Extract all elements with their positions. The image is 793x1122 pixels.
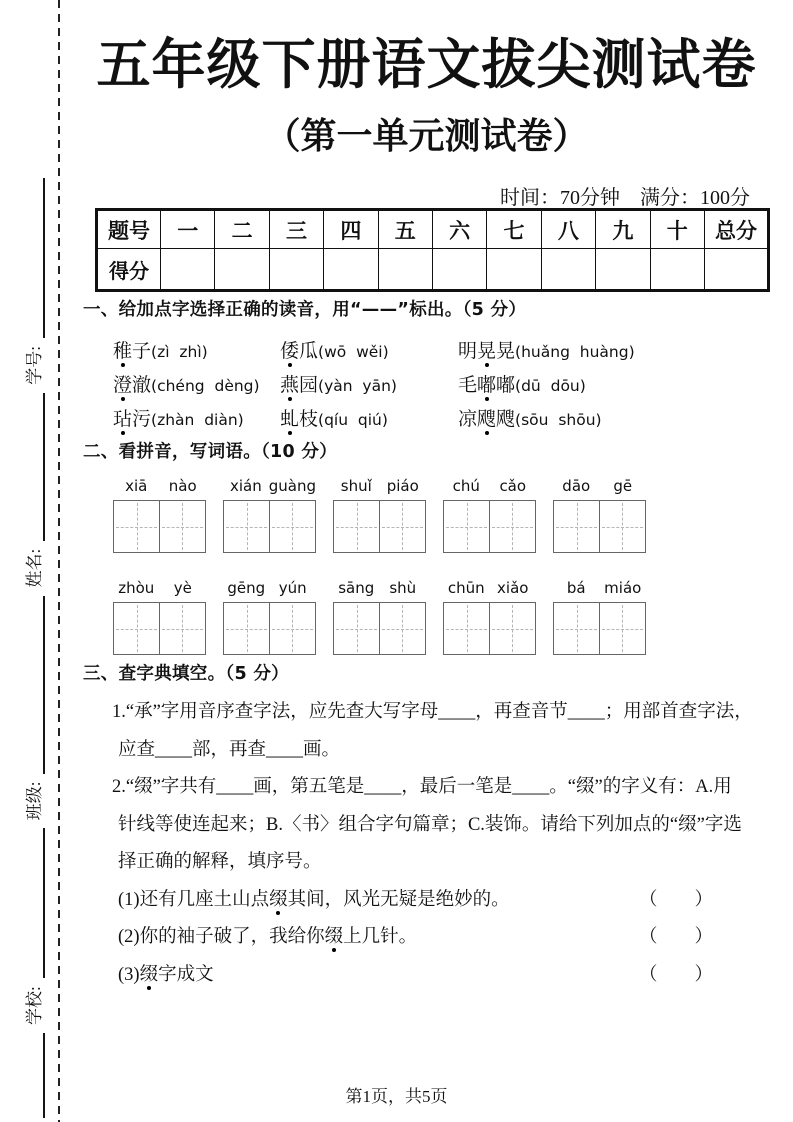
dotted-char: 缀 (139, 964, 159, 985)
answer-bracket: （ ） (638, 927, 713, 947)
writing-cell (223, 500, 270, 553)
score-header-cell: 二 (215, 210, 269, 249)
q2-row-2 (83, 579, 770, 655)
page-subtitle: （第一单元测试卷） (264, 116, 589, 156)
blank-line (24, 828, 45, 978)
q1-word: 燕园 (280, 375, 319, 396)
q3-sub-item (83, 919, 713, 957)
q3-sub-text: (1)还有几座土山点缀其间，风光无疑是绝妙的。 (118, 889, 510, 910)
q1-word: 毛嘟嘟 (458, 375, 516, 396)
pinyin-label: piáo (386, 477, 419, 495)
pinyin-label: shù (389, 579, 417, 597)
pinyin-group (553, 579, 646, 655)
q1-pinyin: (chéng dèng) (151, 377, 260, 395)
writing-cell (443, 602, 490, 655)
score-cell (541, 249, 595, 291)
pinyin-label: cǎo (499, 477, 527, 495)
q1-item (113, 371, 280, 405)
score-header-cell: 四 (324, 210, 378, 249)
section-q3 (83, 660, 770, 994)
score-cell (432, 249, 486, 291)
dotted-char: 缀 (324, 927, 344, 947)
class-label: 班级: (25, 781, 44, 821)
blank-line (24, 1033, 45, 1118)
writing-cell (489, 500, 536, 553)
writing-cell (333, 602, 380, 655)
pinyin-label: zhòu (118, 579, 155, 597)
score-header-cell: 九 (596, 210, 650, 249)
dotted-char: 飕 (477, 409, 497, 430)
q1-pinyin: (wō wěi) (318, 343, 389, 361)
q1-item (458, 405, 770, 439)
q1-item (458, 371, 770, 405)
pinyin-group (333, 579, 426, 655)
section-q1 (83, 296, 770, 439)
writing-cell (269, 602, 316, 655)
blank-line (24, 393, 45, 541)
q3-item2-line3: 择正确的解释，填序号。 (118, 852, 322, 872)
writing-cell (159, 500, 206, 553)
q3-item2-line1: 2.“缀”字共有____画，第五笔是____，最后一笔是____。“缀”的字义有：A.用 (112, 777, 732, 797)
q1-item (113, 405, 280, 439)
pinyin-label: xiā (125, 477, 148, 495)
score-table-header-row (97, 210, 769, 249)
score-cell (650, 249, 704, 291)
dotted-char: 虬 (280, 409, 300, 430)
pinyin-label: chūn (447, 579, 485, 597)
pinyin-label: shuǐ (340, 477, 372, 495)
page-number: 第1页，共5页 (345, 1087, 448, 1106)
score-table-score-row (97, 249, 769, 291)
pinyin-label: yún (278, 579, 307, 597)
q1-word: 倭瓜 (280, 341, 319, 362)
writing-cell (489, 602, 536, 655)
q1-item (458, 337, 770, 371)
q1-word: 澄澈 (113, 375, 152, 396)
score-cell (378, 249, 432, 291)
pinyin-label: guàng (268, 477, 316, 495)
q3-item2-line2: 针线等使连起来；B.〈书〉组合字句篇章；C.装饰。请给下列加点的“缀”字选 (118, 814, 742, 835)
q1-item (113, 337, 280, 371)
pinyin-group (113, 579, 206, 655)
pinyin-label: gēng (227, 579, 266, 597)
dotted-char: 倭 (280, 341, 300, 362)
dotted-char: 稚 (113, 341, 133, 362)
q1-word: 稚子 (113, 341, 152, 362)
score-cell (269, 249, 323, 291)
pinyin-label: xiǎo (497, 579, 529, 597)
pinyin-label: gē (613, 477, 633, 495)
writing-cell (553, 602, 600, 655)
answer-bracket: （ ） (638, 964, 713, 985)
q3-sub-text: (3)缀字成文 (118, 964, 214, 985)
dotted-char: 缀 (269, 889, 288, 910)
name-label: 姓名: (25, 548, 44, 588)
dotted-char: 晃 (477, 341, 497, 362)
q1-pinyin: (dū dōu) (515, 377, 586, 395)
q1-word: 玷污 (113, 409, 152, 430)
q1-items-grid (83, 337, 770, 439)
q3-item1-line2: 应查____部，再查____画。 (118, 739, 341, 760)
score-header-cell: 一 (161, 210, 215, 249)
exam-meta: 时间：70分钟 满分：100分 (500, 187, 750, 209)
score-header-cell: 六 (432, 210, 486, 249)
dotted-char: 燕 (280, 375, 300, 396)
score-header-cell: 三 (269, 210, 323, 249)
pinyin-label: bá (566, 579, 586, 597)
pinyin-group (443, 579, 536, 655)
q1-word: 虬枝 (280, 409, 319, 430)
q3-item1-line1: 1.“承”字用音序查字法，应先查大写字母____，再查音节____；用部首查字法， (112, 702, 753, 722)
writing-cell (333, 500, 380, 553)
dotted-char: 澄 (113, 375, 133, 396)
score-table (95, 208, 770, 292)
score-cell (215, 249, 269, 291)
q1-item (280, 337, 458, 371)
q1-pinyin: (zì zhì) (151, 343, 208, 361)
answer-bracket: （ ） (638, 889, 713, 910)
page-title: 五年级下册语文拔尖测试卷 (96, 35, 757, 95)
score-header-cell: 七 (487, 210, 541, 249)
blank-line (24, 178, 45, 338)
score-cell (705, 249, 769, 291)
pinyin-group (333, 477, 426, 553)
dotted-char: 嘟 (477, 375, 497, 396)
binding-strip (24, 80, 64, 1118)
blank-line (24, 596, 45, 774)
pinyin-group (223, 477, 316, 553)
q1-heading: 一、给加点字选择正确的读音，用“——”标出。（5 分） (83, 300, 527, 320)
q1-pinyin: (huǎng huàng) (515, 343, 635, 361)
section-q2 (83, 438, 770, 655)
score-cell (487, 249, 541, 291)
student-number-label: 学号: (25, 346, 44, 385)
q1-item (280, 371, 458, 405)
school-label: 学校: (25, 986, 44, 1025)
writing-cell (443, 500, 490, 553)
writing-cell (113, 500, 160, 553)
q1-pinyin: (yàn yān) (318, 377, 397, 395)
pinyin-group (113, 477, 206, 553)
score-cell (161, 249, 215, 291)
q1-pinyin: (zhàn diàn) (151, 411, 244, 429)
writing-cell (379, 500, 426, 553)
dotted-char: 玷 (113, 409, 133, 430)
pinyin-label: chú (452, 477, 480, 495)
q2-heading: 二、看拼音，写词语。（10 分） (83, 442, 337, 462)
pinyin-label: miáo (604, 579, 642, 597)
writing-cell (553, 500, 600, 553)
writing-cell (379, 602, 426, 655)
pinyin-label: yè (173, 579, 192, 597)
score-cell (596, 249, 650, 291)
q3-sub-item (83, 957, 713, 995)
pinyin-label: nào (168, 477, 197, 495)
score-cell (324, 249, 378, 291)
writing-cell (113, 602, 160, 655)
q1-pinyin: (sōu shōu) (515, 411, 602, 429)
q1-pinyin: (qíu qiú) (318, 411, 388, 429)
score-header-cell: 十 (650, 210, 704, 249)
score-header-cell: 总分 (705, 210, 769, 249)
score-row-label: 得分 (97, 249, 161, 291)
score-header-cell: 题号 (97, 210, 161, 249)
q3-heading: 三、查字典填空。（5 分） (83, 664, 289, 684)
pinyin-group (223, 579, 316, 655)
pinyin-label: xián (230, 477, 262, 495)
q1-word: 明晃晃 (458, 341, 516, 362)
writing-cell (159, 602, 206, 655)
writing-cell (599, 500, 646, 553)
pinyin-label: dāo (562, 477, 591, 495)
writing-cell (269, 500, 316, 553)
q1-word: 凉飕飕 (458, 409, 516, 430)
score-header-cell: 五 (378, 210, 432, 249)
q1-item (280, 405, 458, 439)
pinyin-group (443, 477, 536, 553)
q2-row-1 (83, 477, 770, 553)
q3-sub-item (83, 882, 713, 920)
q3-sub-text: (2)你的袖子破了，我给你缀上几针。 (118, 927, 418, 947)
pinyin-label: sāng (338, 579, 375, 597)
pinyin-group (553, 477, 646, 553)
writing-cell (223, 602, 270, 655)
writing-cell (599, 602, 646, 655)
score-header-cell: 八 (541, 210, 595, 249)
